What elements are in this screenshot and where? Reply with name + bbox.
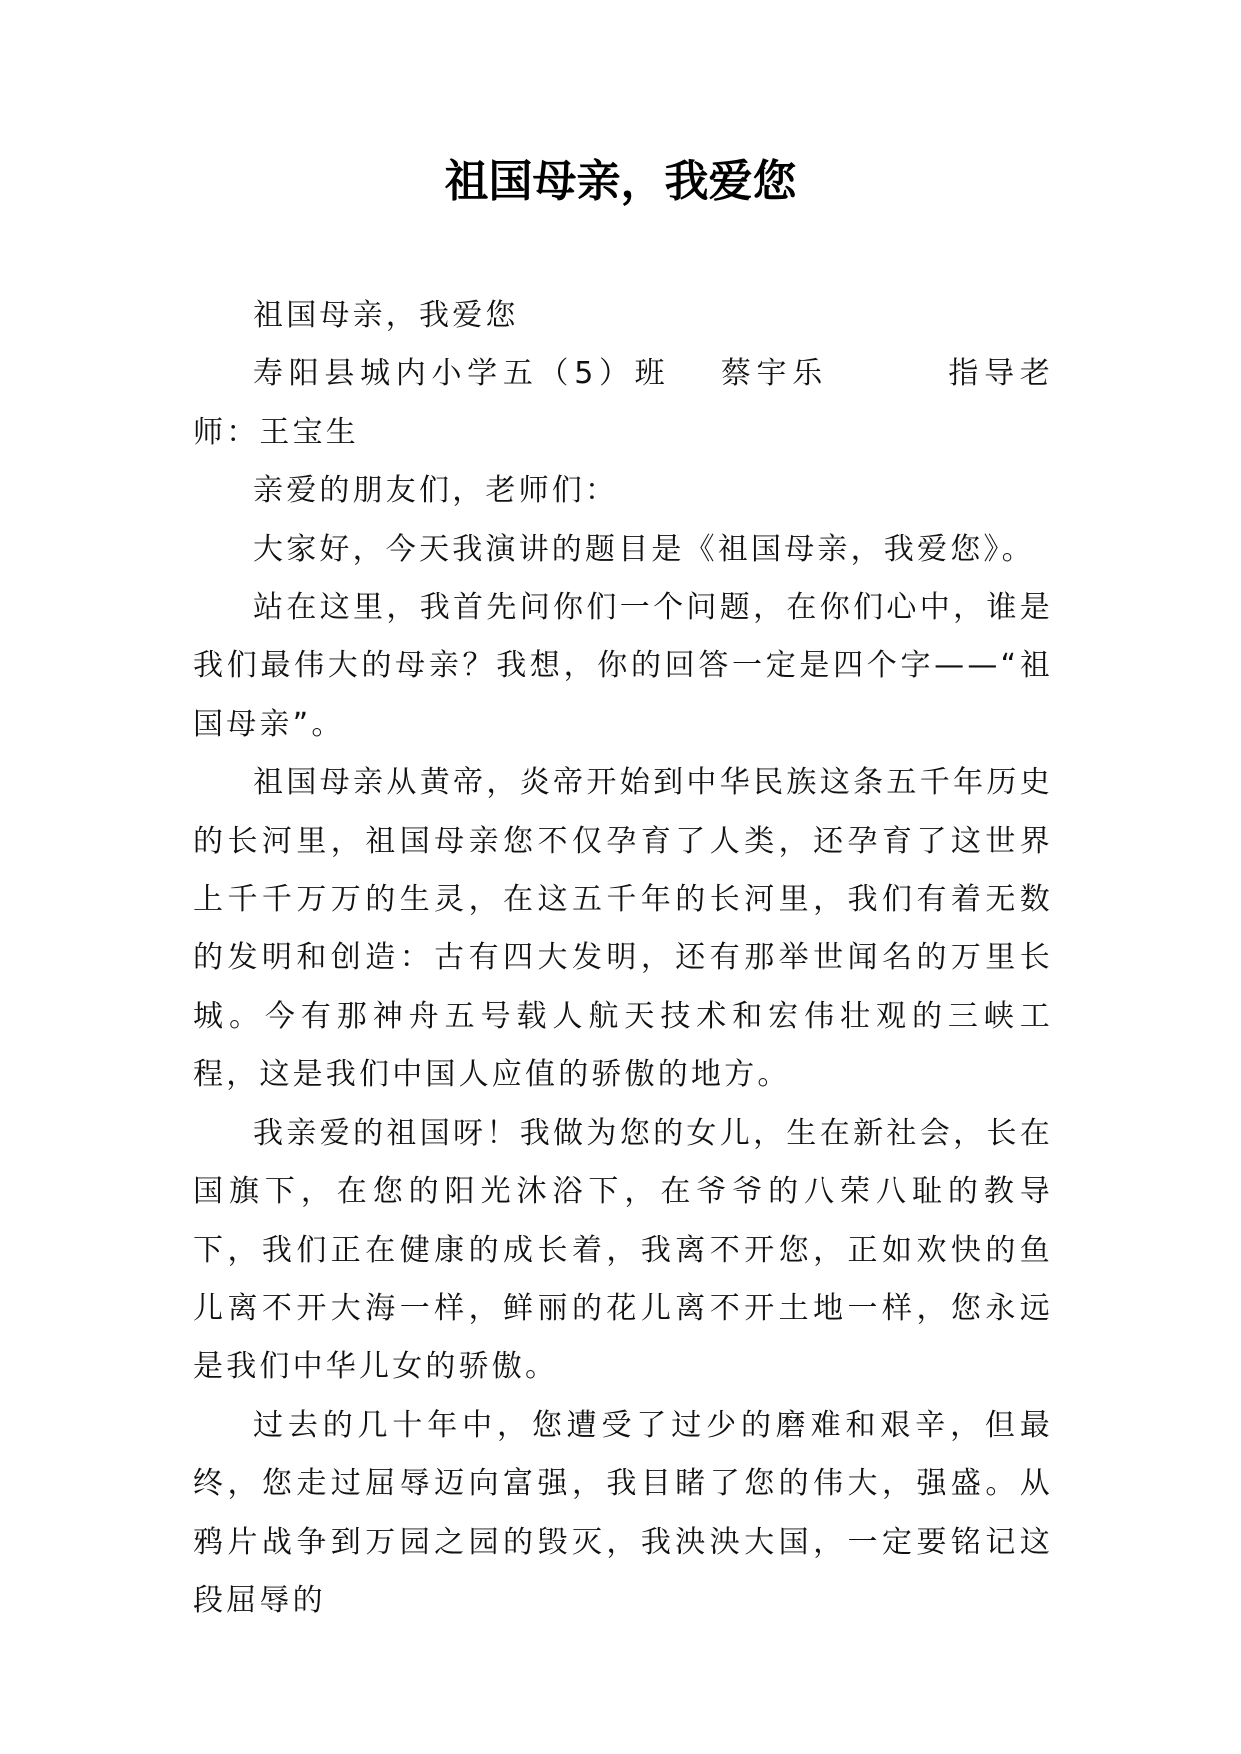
paragraph: 祖国母亲从黄帝，炎帝开始到中华民族这条五千年历史的长河里，祖国母亲您不仅孕育了人类，还孕育了这世界上千千万万的生灵，在这五千年的长河里，我们有着无数的发明和创造：古有四大发明，还有那举世闻名的万里长城。今有那神舟五号载人航天技术和宏伟壮观的三峡工程，这是我们中国人应值的骄傲的地方。 [193,765,1053,1093]
document-body [193,287,1053,1630]
paragraph: 过去的几十年中，您遭受了过少的磨难和艰辛，但最终，您走过屈辱迈向富强，我目睹了您的伟大，强盛。从鸦片战争到万园之园的毁灭，我泱泱大国，一定要铭记这段屈辱的 [193,1407,1053,1618]
document-title: 祖国母亲，我爱您 [444,156,797,207]
speech-subtitle: 祖国母亲，我爱您 [253,298,519,333]
paragraph: 站在这里，我首先问你们一个问题，在你们心中，谁是我们最伟大的母亲？我想，你的回答一定是四个字——“祖国母亲”。 [193,590,1053,742]
byline-teacher-label: 指导老师： [193,356,1053,450]
byline [193,345,1053,462]
greeting: 亲爱的朋友们，老师们： [253,473,619,509]
paragraph: 大家好，今天我演讲的题目是《祖国母亲，我爱您》。 [253,531,1035,567]
paragraph: 我亲爱的祖国呀！我做为您的女儿，生在新社会，长在国旗下，在您的阳光沐浴下，在爷爷的八荣八耻的教导下，我们正在健康的成长着，我离不开您，正如欢快的鱼儿离不开大海一样，鲜丽的花儿离不开土地一样，您永远是我们中华儿女的骄傲。 [193,1115,1053,1385]
byline-author: 蔡宇乐 [718,356,828,392]
byline-school-class: 寿阳县城内小学五（5）班 [253,356,671,392]
byline-teacher-name: 王宝生 [259,414,360,450]
